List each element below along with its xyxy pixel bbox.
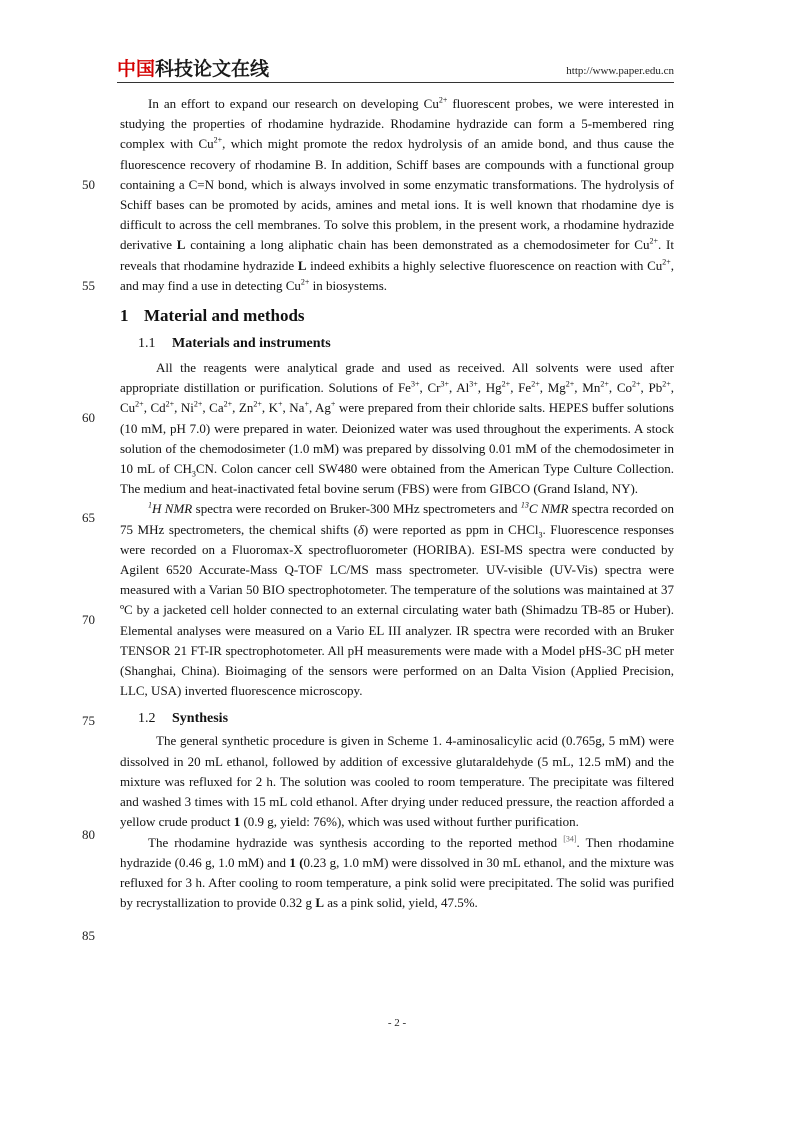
subsection-heading-1-1 <box>138 334 674 354</box>
intro-paragraph: In an effort to expand our research on developing $Cu^{2+}$ fluorescent probes, we were interested in studying the properties of rhodamine hydrazide. Rhodamine hydrazide can form a 5-membered ring complex with $Cu^{2+}$, which might promote the redox hydrolysis of an amide bond, and thus cause the fluorescence recovery of rhodamine B. In addition, Schiff bases are compounds with a functional group containing a C=N bond, which is always involved in some enzymatic transformations. The hydrolysis of Schiff bases can be promoted by acids, amines and metal ions. It is well known that rhodamine dye is difficult to across the cell membranes. To solve this problem, in the present work, a rhodamine hydrazide derivative L containing a long aliphatic chain has been demonstrated as a chemodosimeter for $Cu^{2+}$. It reveals that rhodamine hydrazide L indeed exhibits a highly selective fluorescence on reaction with $Cu^{2+}$, and may find a use in detecting $Cu^{2+}$ in biosystems. <box>120 95 675 293</box>
section-heading-1 <box>120 304 674 328</box>
synthesis-paragraph-1: The general synthetic procedure is given in Scheme 1. 4-aminosalicylic acid (0.765g, 5 mM) were dissolved in 20 mL ethanol, followed by addition of excessive glutaraldehyde (5 mL, 12.5 mM) and the mixture was refluxed for 2 h. The solution was cooled to room temperature. The precipitate was filtered and washed 3 times with 15 mL cold ethanol. After drying under reduced pressure, the reaction afforded a yellow crude product 1 (0.9 g, yield: 76%), which was used without further purification. <box>120 733 674 830</box>
logo-black-text: 科技论文在线 <box>155 58 270 80</box>
instruments-paragraph: $^1$H NMR spectra were recorded on Bruker-300 MHz spectrometers and $^{13}$C NMR spectra recorded on 75 MHz spectrometers, the chemical shifts (δ) were reported as ppm in CHCl$_3$. Fluorescence responses were recorded on a Fluoromax-X spectrofluorometer (HORIBA). ESI-MS spectra were conducted by Agilent 6520 Accurate-Mass Q-TOF LC/MS mass spectrometer. UV-visible (UV-Vis) spectra were measured with a Varian 50 BIO spectrophotometer. The temperature of the solutions was maintained at 37 ºC by a jacketed cell holder connected to an external circulating water bath (Shimadzu TB-85 or Huber). Elemental analyses were measured on a Vario EL III analyzer. IR spectra were recorded with an Bruker TENSOR 21 FT-IR spectrophotometer. All pH measurements were made with a Model pHS-3C pH meter (Shanghai, China). Bioimaging of the sensors were performed on an Dalta Vision (Applied Precision, LLC, USA) inverted fluorescence microscopy. <box>120 501 674 699</box>
subsection-number: 1.2 <box>138 711 156 727</box>
section-number: 1 <box>120 306 129 326</box>
site-logo <box>117 58 269 80</box>
line-number: 50 <box>82 177 95 192</box>
subsection-title: Synthesis <box>172 711 229 727</box>
paper-body <box>120 94 674 913</box>
logo-red-text: 中国 <box>117 58 156 80</box>
header-url[interactable]: http://www.paper.edu.cn <box>566 65 674 77</box>
line-number: 60 <box>82 410 95 425</box>
subsection-heading-1-2 <box>138 709 674 729</box>
line-number: 80 <box>82 827 95 842</box>
subsection-title: Materials and instruments <box>172 336 331 352</box>
materials-paragraph: All the reagents were analytical grade and used as received. All solvents were used after appropriate distillation or purification. Solutions of $Fe^{3+}$, $Cr^{3+}$, $Al^{3+}$, $Hg^{2+}$, $Fe^{2+}$, $Mg^{2+}$, $Mn^{2+}$, $Co^{2+}$, $Pb^{2+}$, $Cu^{2+}$, $Cd^{2+}$, $Ni^{2+}$, $Ca^{2+}$, $Zn^{2+}$, K+, Na+, Ag+ were prepared from their chloride salts. HEPES buffer solutions (10 mM, pH 7.0) were prepared in water. Deionized water was used throughout the experiments. A stock solution of the chemodosimeter (1.0 mM) was prepared by dissolving 0.01 mM of the chemodosimeter in 10 mL of $CH_3CN$. Colon cancer cell SW480 were obtained from the American Type Culture Collection. The medium and heat-inactivated fetal bovine serum (FBS) were from GIBCO (Grand Island, NY). <box>120 360 675 497</box>
subsection-number: 1.1 <box>138 336 156 352</box>
page-header <box>117 58 674 82</box>
line-number: 85 <box>82 928 95 943</box>
line-number: 55 <box>82 278 95 293</box>
section-title: Material and methods <box>144 306 305 326</box>
line-number: 70 <box>82 612 95 627</box>
line-number: 65 <box>82 510 95 525</box>
line-number: 75 <box>82 713 95 728</box>
synthesis-paragraph-2: The rhodamine hydrazide was synthesis according to the reported method [34]. Then rhodamine hydrazide (0.46 g, 1.0 mM) and 1 (0.23 g, 1.0 mM) were dissolved in 30 mL ethanol, and the mixture was refluxed for 3 h. After cooling to room temperature, a pink solid were precipitated. The solid was purified by recrystallization to provide 0.32 g L as a pink solid, yield, 47.5%. <box>120 834 674 911</box>
page-number: - 2 - <box>387 1017 407 1029</box>
header-rule <box>117 82 674 83</box>
